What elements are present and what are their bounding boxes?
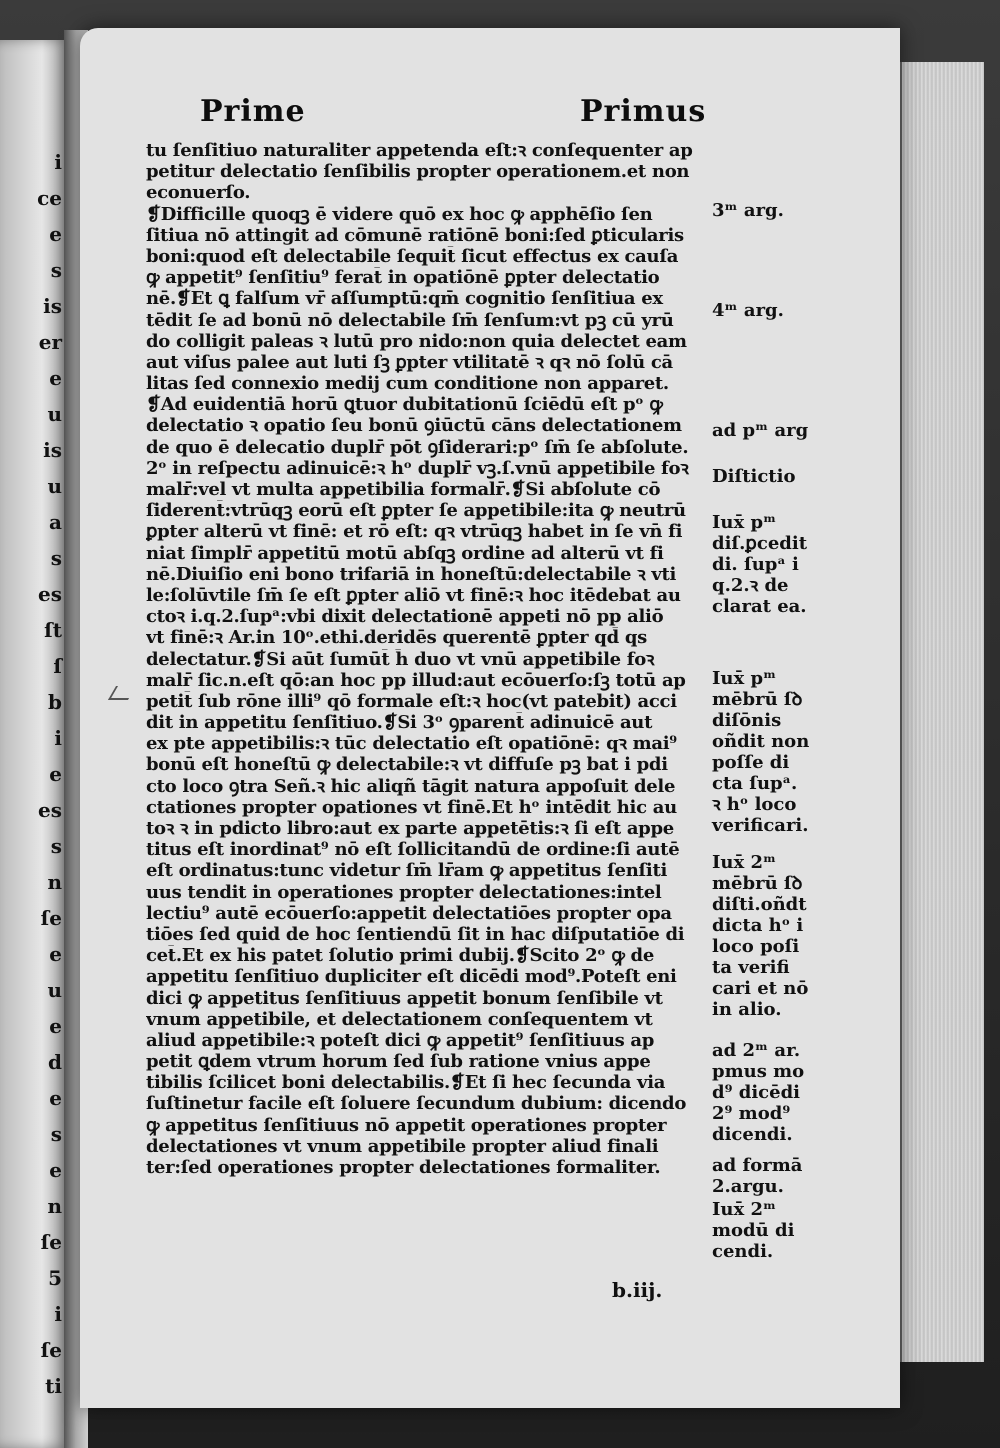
text-line: tu ſenſitiuo naturaliter appetenda eſt:ꝛ conſequenter ap — [146, 140, 693, 161]
margin-note: mēbrū ſꝺ — [712, 873, 803, 894]
text-line: econuerſo. — [146, 182, 251, 204]
text-line: appetitu ſenſitiuo dupliciter eſt dicēdi mod⁹.Poteſt eni — [146, 966, 677, 988]
facing-page-fragment: n — [47, 870, 62, 894]
facing-page-fragment: u — [47, 978, 62, 1002]
margin-note: 2.argu. — [712, 1176, 784, 1197]
body-text-column — [146, 140, 706, 1178]
text-line: ❡Difficille quoqꝫ ē videre quō ex hoc ꝙ apphēſio ſen — [146, 203, 653, 225]
text-line: nē.Diuiſio eni bono trifariā in honeſtū:delectabile ꝛ vti — [146, 563, 677, 585]
text-line: tēdit ſe ad bonū nō delectabile ſm̄ ſenſum:vt pꝫ cū yrū — [146, 309, 674, 331]
margin-note: diſōnis — [712, 710, 782, 731]
text-line: vnum appetibile, et delectationem conſequentem vt — [146, 1008, 653, 1030]
margin-note: mēbrū ſꝺ — [712, 689, 803, 710]
facing-page-fragment: ſt — [44, 618, 62, 642]
facing-page-fragment: d — [48, 1050, 62, 1074]
text-line: ſiderent̄:vtrūqꝫ eorū eſt ꝑpter ſe appetibile:ita ꝙ neutrū — [146, 500, 686, 522]
margin-note: diſti.oñdt — [712, 894, 807, 915]
margin-note: ꝛ hᵒ loco — [712, 794, 797, 815]
text-line: le:ſolūvtile ſm̄ ſe eſt ꝑpter aliō vt finē:ꝛ hoc itēdebat au — [146, 584, 681, 606]
facing-page-fragment: e — [49, 1158, 62, 1182]
margin-note: pmus mo — [712, 1061, 805, 1082]
text-line: cet̄.Et ex his patet ſolutio primi dubij.❡Scito 2ᵒ ꝙ de — [146, 945, 654, 967]
text-line: ꝑpter alterū vt finē: et rō eſt: qꝛ vtrūqꝫ habet in ſe vn̄ fi — [146, 521, 683, 543]
facing-page-fragment: b — [48, 690, 62, 714]
text-line: malr̄ ſic.n.eſt qō:an hoc pp illud:aut ecōuerſo:ſꝫ totū ap — [146, 669, 686, 691]
facing-page-fragment: 5 — [48, 1266, 62, 1290]
page-fore-edge — [900, 62, 984, 1362]
facing-page-fragment: i — [54, 1302, 62, 1326]
facing-page-fragment: u — [47, 474, 62, 498]
text-line: ſitiua nō attingit ad cōmunē ratiōnē boni:ſed ꝑticularis — [146, 224, 684, 246]
text-line: delectatur.❡Si aūt ſumūt̄ h̄ duo vt vnū appetibile foꝛ — [146, 648, 655, 670]
text-line: niat ſimplr̄ appetitū motū abſqꝫ ordine ad alterū vt fi — [146, 542, 664, 564]
facing-page-fragment: i — [54, 726, 62, 750]
margin-note: q.2.ꝛ de — [712, 575, 789, 596]
text-line: aut viſus palee aut luti ſꝫ ꝑpter vtilitatē ꝛ qꝛ nō ſolū cā — [146, 351, 673, 373]
text-line: do colligit paleas ꝛ lutū pro nido:non quia delectet eam — [146, 330, 687, 352]
margin-note: Iux̄ pᵐ — [712, 512, 777, 533]
text-line: ctoꝛ i.q.2.ſupᵃ:vbi dixit delectationē appeti nō pp aliō — [146, 606, 664, 628]
text-line: tibilis ſcilicet boni delectabilis.❡Et ſi hec ſecunda via — [146, 1072, 666, 1094]
facing-page-fragment: s — [50, 1122, 62, 1146]
facing-page-fragment: ti — [45, 1374, 62, 1398]
text-line: ctationes propter opationes vt finē.Et hᵒ intēdit hic au — [146, 796, 677, 818]
text-line: boni:quod eſt delectabile ſequit̄ ſicut effectus ex cauſa — [146, 245, 679, 267]
text-line: ꝙ appetit⁹ ſenſitiu⁹ ferat̄ in opatiōnē ꝑpter delectatio — [146, 267, 660, 289]
text-line: malr̄:vel vt multa appetibilia formalr̄.❡Si abſolute cō — [146, 479, 661, 500]
facing-page-fragment: ſe — [40, 1230, 62, 1254]
margin-note: d⁹ dicēdi — [712, 1082, 800, 1103]
signature-mark: b.iij. — [612, 1278, 663, 1302]
facing-page-fragment: e — [49, 366, 62, 390]
margin-note: modū di — [712, 1220, 795, 1241]
text-line: vt finē:ꝛ Ar.in 10ᵒ.ethi.deridēs querentē ꝑpter qd̄ qs — [146, 627, 647, 649]
text-line: bonū eſt honeſtū ꝙ delectabile:ꝛ vt diffuſe pꝫ bat i pdi — [146, 754, 668, 776]
facing-page-fragment: e — [49, 222, 62, 246]
margin-note: cendi. — [712, 1241, 774, 1262]
facing-page-fragment: ſe — [40, 906, 62, 930]
margin-note: 2⁹ mod⁹ — [712, 1103, 791, 1124]
margin-note: verificari. — [712, 815, 809, 836]
text-line: 2ᵒ in reſpectu adinuicē:ꝛ hᵒ duplr̄ vꝫ.ſ.vnū appetibile foꝛ — [146, 457, 689, 479]
margin-note: oñdit non — [712, 731, 810, 752]
text-line: uus tendit in operationes propter delectationes:intel — [146, 881, 662, 903]
margin-note: ad pᵐ arg — [712, 420, 809, 441]
text-line: petit̄ ſub rōne illi⁹ qō formale eſt:ꝛ hoc(vt patebit) acci — [146, 690, 677, 712]
text-line: delectatio ꝛ opatio ſeu bonū ꝯiūctū cāns delectationem — [146, 415, 682, 437]
facing-page-fragment: ce — [37, 186, 62, 210]
text-line: dit in appetitu ſenſitiuo.❡Si 3ᵒ ꝯparent̄ adinuicē aut — [146, 712, 653, 734]
margin-note: loco poſi — [712, 936, 800, 957]
running-head-left: Prime — [200, 94, 306, 129]
facing-page-fragment: ſ — [53, 654, 62, 678]
text-line: lectiu⁹ autē ecōuerſo:appetit delectatiōes propter opa — [146, 902, 672, 924]
margin-note: poſſe di — [712, 752, 790, 773]
margin-note: Iux̄ 2ᵐ — [712, 1199, 777, 1220]
text-line: petit ꝗdem vtrum horum ſed ſub ratione vnius appe — [146, 1051, 651, 1073]
facing-page-fragment: es — [38, 582, 62, 606]
text-line: delectationes vt vnum appetibile propter aliud finali — [146, 1135, 659, 1157]
margin-note: cta ſupᵃ. — [712, 773, 798, 794]
margin-note: clarat ea. — [712, 596, 807, 617]
running-head-right: Primus — [580, 94, 707, 129]
margin-note: diſ.ꝑcedit — [712, 533, 808, 554]
text-line: cto loco ꝯtra Señ.ꝛ hic aliqñ tāgit natura appoſuit dele — [146, 775, 676, 797]
text-line: ex pte appetibilis:ꝛ tūc delectatio eſt opatiōnē: qꝛ mai⁹ — [146, 733, 677, 755]
text-line: ❡Ad euidentiā horū ꝗtuor dubitationū ſciēdū eſt pᵒ ꝙ — [146, 394, 663, 416]
margin-note: ad 2ᵐ ar. — [712, 1040, 801, 1061]
margin-note: Iux̄ 2ᵐ — [712, 852, 777, 873]
margin-note: cari et nō — [712, 978, 809, 999]
text-line: ꝙ appetitus ſenſitiuus nō appetit operationes propter — [146, 1114, 667, 1136]
margin-note: ta verifi — [712, 957, 790, 978]
facing-page-fragment: i — [54, 150, 62, 174]
text-line: dici ꝙ appetitus ſenſitiuus appetit bonum ſenſibile vt — [146, 987, 663, 1009]
facing-page-fragment: er — [38, 330, 62, 354]
facing-page-fragment: s — [50, 258, 62, 282]
text-line: eſt ordinatus:tunc videtur ſm̄ lr̄am ꝙ appetitus ſenſiti — [146, 860, 668, 882]
facing-page-fragment: e — [49, 762, 62, 786]
facing-page-fragment: u — [47, 402, 62, 426]
text-line: aliud appetibile:ꝛ poteſt dici ꝙ appetit⁹ ſenſitiuus ap — [146, 1029, 655, 1051]
text-line: petitur delectatio ſenſibilis propter operationem.et non — [146, 161, 690, 183]
margin-note: ad formā — [712, 1155, 803, 1176]
margin-note: 3ᵐ arg. — [712, 200, 784, 221]
facing-page-fragment: n — [47, 1194, 62, 1218]
facing-page-fragment: s — [50, 546, 62, 570]
facing-page-fragment: e — [49, 942, 62, 966]
text-line: ter:ſed operationes propter delectationes formaliter. — [146, 1157, 661, 1178]
facing-page-fragment: e — [49, 1086, 62, 1110]
facing-page-fragment: a — [49, 510, 62, 534]
margin-note: Diſtictio — [712, 466, 796, 487]
text-line: tiōes ſed quid de hoc ſentiendū ſit in hac diſputatiōe di — [146, 923, 685, 945]
text-line: ſuſtinetur facile eſt ſoluere ſecundum dubium: dicendo — [146, 1093, 687, 1115]
margin-note: 4ᵐ arg. — [712, 300, 784, 321]
text-line: nē.❡Et ꝗ falſum vr̄ aſſumptū:qm̄ cognitio ſenſitiua ex — [146, 288, 663, 310]
facing-page-fragment: is — [43, 438, 62, 462]
text-line: toꝛ ꝛ in pdicto libro:aut ex parte appetētis:ꝛ ſi eſt appe — [146, 818, 674, 839]
facing-page-fragment: ſe — [40, 1338, 62, 1362]
margin-note: in alio. — [712, 999, 782, 1020]
text-line: titus eſt inordinat⁹ nō eſt ſollicitandū de ordine:ſi autē — [146, 839, 680, 861]
facing-page-fragment: e — [49, 1014, 62, 1038]
facing-page-fragment: s — [50, 834, 62, 858]
margin-note: Iux̄ pᵐ — [712, 668, 777, 689]
facing-page-fragment: es — [38, 798, 62, 822]
text-line: de quo ē delecatio duplr̄ pōt ꝯſiderari:pᵒ ſm̄ ſe abſolute. — [146, 436, 689, 458]
facing-page-fragment: is — [43, 294, 62, 318]
margin-note: dicendi. — [712, 1124, 793, 1145]
left-page-edge — [0, 40, 70, 1448]
margin-note: dicta hᵒ i — [712, 915, 804, 936]
text-line: litas ſed connexio medij cum conditione non apparet. — [146, 373, 669, 395]
margin-note: di. ſupᵃ i — [712, 554, 799, 575]
